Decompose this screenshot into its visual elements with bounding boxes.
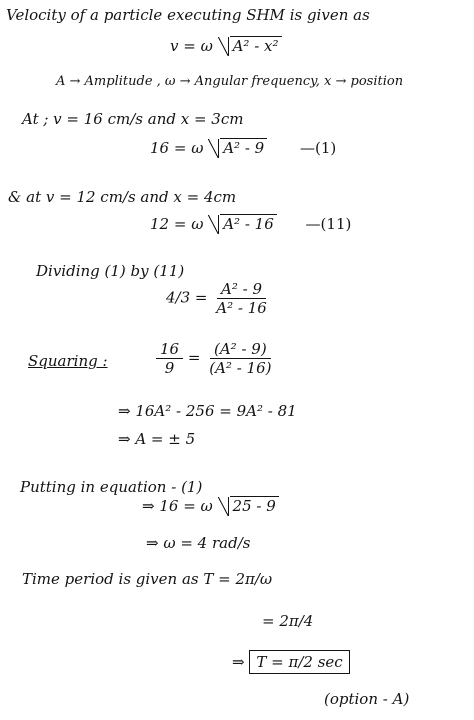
ratio-denominator: A² - 16 [216, 299, 267, 317]
intro-line: Velocity of a particle executing SHM is given as [6, 6, 370, 24]
velocity-formula-lhs: v = ω [170, 37, 213, 55]
radicand: 25 - 9 [230, 496, 279, 515]
equals-sign: = [187, 348, 201, 367]
time-period-step: = 2π/4 [262, 612, 314, 630]
left-numerator: 16 [156, 340, 183, 359]
substitution [142, 496, 279, 515]
equation-one-tag: —(1) [300, 139, 337, 157]
ratio-fraction [212, 280, 271, 317]
ratio-equation [166, 280, 271, 317]
right-fraction [205, 340, 275, 377]
equation-two-lhs: 12 = ω [150, 215, 204, 233]
velocity-formula [170, 36, 282, 55]
expanded-equation: ⇒ 16A² - 256 = 9A² - 81 [118, 402, 297, 420]
condition-two: & at v = 12 cm/s and x = 4cm [8, 188, 237, 206]
answer-box: T = π/2 sec [249, 650, 349, 674]
sqrt-sign [208, 138, 267, 157]
dividing-heading: Dividing (1) by (11) [36, 262, 185, 280]
condition-one: At ; v = 16 cm/s and x = 3cm [22, 110, 244, 128]
equation-two [150, 214, 351, 233]
putting-heading: Putting in equation - (1) [20, 478, 203, 496]
left-fraction [156, 340, 183, 377]
radicand: A² - 9 [220, 138, 267, 157]
option-label: (option - A) [324, 690, 410, 708]
substitution-lhs: ⇒ 16 = ω [142, 497, 213, 515]
sqrt-sign [218, 496, 279, 515]
final-answer [232, 650, 350, 674]
implies-arrow: ⇒ [232, 653, 245, 671]
equation-one-lhs: 16 = ω [150, 139, 204, 157]
amplitude-result: ⇒ A = ± 5 [118, 430, 196, 448]
squared-equation [156, 340, 275, 377]
right-denominator: (A² - 16) [209, 359, 272, 377]
sqrt-sign [218, 36, 282, 55]
ratio-numerator: A² - 9 [217, 280, 266, 299]
ratio-lhs: 4/3 = [166, 288, 208, 307]
time-period-line: Time period is given as T = 2π/ω [22, 570, 273, 588]
omega-result: ⇒ ω = 4 rad/s [146, 534, 251, 552]
right-numerator: (A² - 9) [210, 340, 271, 359]
left-denominator: 9 [164, 359, 175, 377]
definitions-line: A → Amplitude , ω → Angular frequency, x → position [56, 74, 404, 89]
radicand: A² - 16 [220, 214, 277, 233]
equation-one [150, 138, 336, 157]
radicand: A² - x² [230, 36, 282, 55]
sqrt-sign [208, 214, 277, 233]
equation-two-tag: —(11) [305, 215, 352, 233]
squaring-heading: Squaring : [28, 352, 108, 370]
